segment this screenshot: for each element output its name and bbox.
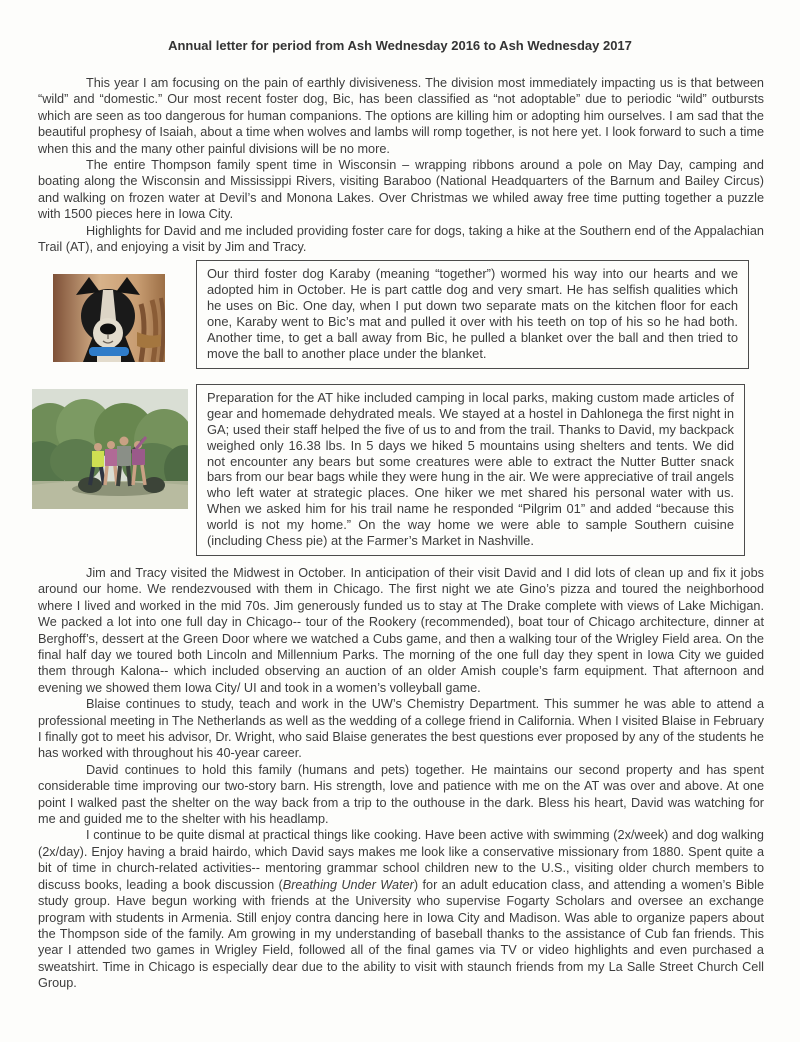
- paragraph-divisiveness: This year I am focusing on the pain of earthly divisiveness. The division most immediately impacting us is that between “wild” and “domestic.” Our most recent foster dog, Bic, has been classified as “not adoptable” due to periodic “wild” outbursts which are seen as too dangerous for human companions. The options are killing him or adopting him ourselves. I am sad that the beautiful prophesy of Isaiah, about a time when wolves and lambs will romp together, is not here yet. I look forward to such a time when this and the many other painful divisions will be no more.: [38, 76, 764, 156]
- at-hike-text: Preparation for the AT hike included camping in local parks, making custom made articles of gear and homemade dehydrated meals. We stayed at a hostel in Dahlonega the first night in GA; used their staff helped the five of us to and from the trail. Thanks to David, my backpack weighed only 16.38 lbs. In 5 days we hiked 5 mountains using shelters and tents. We did not encounter any bears but some creatures were able to extract the Nutter Butter snack bars from our bear bags while they were hung in the air. We were appreciative of trail angels who left water at strategic places. One hiker we met shared his personal water with us. When we asked him for his trail name he responded “Pilgrim 01” and added “because this world is not my home.” On the way home we were able to sample Southern cuisine (including Chess pie) at the Farmer’s Market in Nashville.: [207, 389, 734, 549]
- at-hike-section: [38, 384, 764, 556]
- karaby-text: Our third foster dog Karaby (meaning “together”) wormed his way into our hearts and we adopted him in October. He is part cattle dog and very smart. He has selfish qualities which he uses on Bic. One day, when I put down two separate mats on the kitchen floor for each one, Karaby went to Bic’s mat and pulled it over with his teeth on top of his so he had both. Another time, to get a ball away from Bic, he pulled a blanket over the ball and then tried to move the ball to another place under the blanket.: [207, 266, 738, 361]
- dog-photo-image: [53, 274, 165, 362]
- hikers-photo-image: [32, 389, 188, 509]
- paragraph-highlights: Highlights for David and me included providing foster care for dogs, taking a hike at the Southern end of the Appalachian Trail (AT), and enjoying a visit by Jim and Tracy.: [38, 223, 764, 255]
- paragraph-wisconsin: The entire Thompson family spent time in Wisconsin – wrapping ribbons around a pole on May Day, camping and boating along the Wisconsin and Mississippi Rivers, visiting Baraboo (National Headquarters of the Barnum and Bailey Circus) and walking on frozen water at Devil’s and Monona Lakes. Over Christmas we whiled away free time putting together a puzzle with 1500 pieces here in Iowa City.: [38, 158, 764, 222]
- letter-body: [38, 75, 764, 992]
- paragraph-jim-tracy: Jim and Tracy visited the Midwest in October. In anticipation of their visit David and I did lots of clean up and fix it jobs around our home. We rendezvoused with them in Chicago. The first night we ate Gino’s pizza and toured the neighborhood where I lived and worked in the mid 70s. Jim generously funded us to stay at The Drake complete with views of Lake Michigan. We packed a lot into one full day in Chicago-- tour of the Rookery (recommended), boat tour of Chicago architecture, dinner at Berghoff’s, dessert at the Green Door where we watched a Cubs game, and then a walking tour of the Wrigley Field area. On the final half day we toured both Lincoln and Millennium Parks. The morning of the one full day they spent in Iowa City we guided them through Kalona-- which included observing an auction of an older Amish couple’s farm equipment. That afternoon and evening we showed them Iowa City/ UI and took in a women’s volleyball game.: [38, 565, 764, 695]
- hikers-photo: [38, 384, 196, 509]
- letter-title: Annual letter for period from Ash Wednesday 2016 to Ash Wednesday 2017: [168, 38, 632, 53]
- paragraph-activities: [38, 827, 764, 991]
- paragraph-blaise: Blaise continues to study, teach and work in the UW’s Chemistry Department. This summer he was able to attend a professional meeting in The Netherlands as well as the wedding of a college friend in California. When I visited Blaise in February I finally got to meet his advisor, Dr. Wright, who said Blaise generates the best questions ever proposed by any of the students he has worked with throughout his 40-year career.: [38, 697, 764, 761]
- activities-text-before: I continue to be quite dismal at practical things like cooking. Have been active with swimming (2x/week) and dog walking (2x/day). Enjoy having a braid hairdo, which David says makes me look like a conservative missionary from 1880. Spent quite a bit of time in church-related activities-- mentoring grammar school children new to the U.S., visiting older church members to discuss books, leading a book discussion (: [38, 828, 764, 892]
- karaby-textbox: [196, 260, 749, 368]
- book-title-italic: Breathing Under Water: [282, 877, 414, 892]
- at-hike-textbox: [196, 384, 745, 556]
- karaby-section: [38, 260, 764, 368]
- dog-photo: [38, 260, 196, 362]
- paragraph-david: David continues to hold this family (humans and pets) together. He maintains our second property and has spent considerable time improving our two-story barn. His strength, love and patience with me on the AT was over and above. At one point I walked past the shelter on the way back from a trip to the outhouse in the dark. Bless his heart, David was watching for me and guided me to the shelter with his headlamp.: [38, 762, 764, 827]
- activities-text-after: ) for an adult education class, and attending a women’s Bible study group. Have begun working with friends at the University who supervise Fogarty Scholars and oversee an exchange program with students in Armenia. Still enjoy contra dancing here in Iowa City and Madison. Was able to organize papers about the Thompson side of the family. Am growing in my understanding of baseball thanks to the assistance of Cub fan friends. This year I attended two games in Wrigley Field, followed all of the final games via TV or video highlights and even purchased a sweatshirt. Time in Chicago is especially dear due to the ability to visit with staunch friends from my La Salle Street Church Cell Group.: [38, 877, 764, 991]
